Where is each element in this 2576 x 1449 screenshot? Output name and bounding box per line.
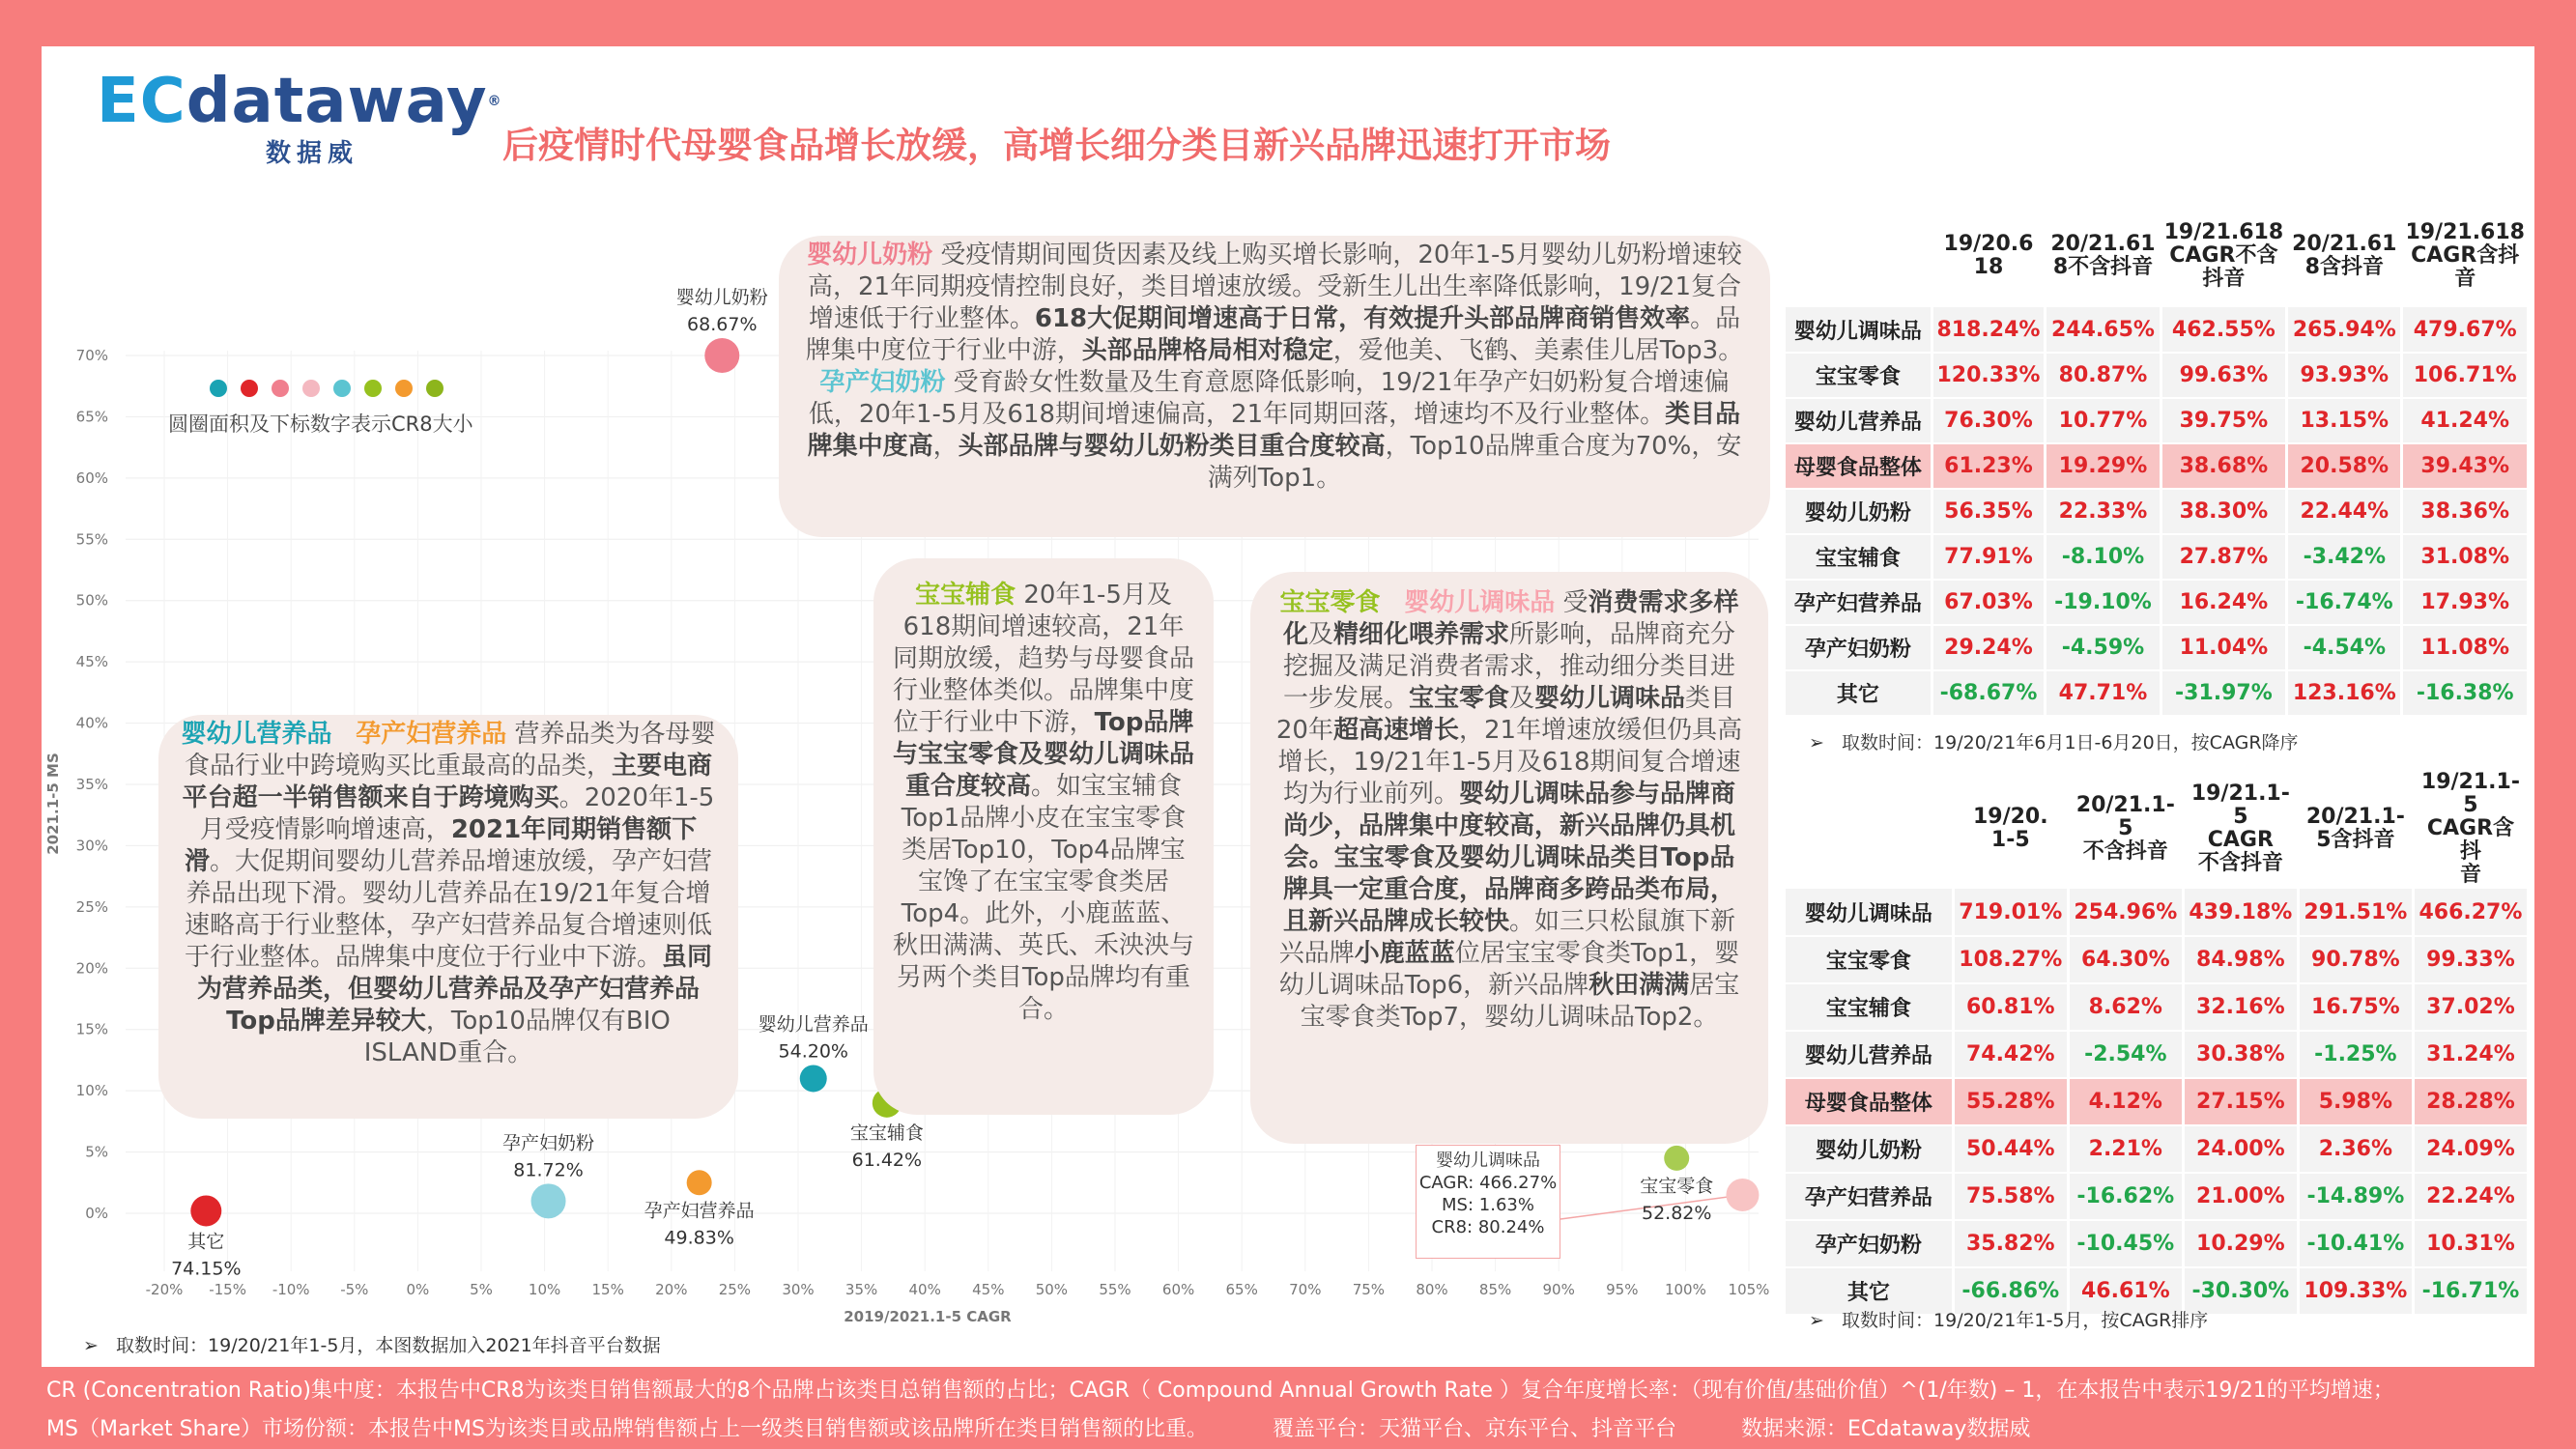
legend-dot xyxy=(302,380,320,397)
table-cell: 38.30% xyxy=(2161,489,2287,534)
table-cell: 31.08% xyxy=(2402,534,2529,580)
table-cell: 27.15% xyxy=(2183,1078,2298,1125)
table-cell: 120.33% xyxy=(1932,353,2046,398)
table-cell: 106.71% xyxy=(2402,353,2529,398)
table-row xyxy=(1786,580,2529,625)
x-tick-label: 70% xyxy=(1289,1281,1322,1298)
food-text-2: 。如宝宝辅食Top1品牌小皮在宝宝零食类居Top10，Top4品牌宝宝馋了在宝宝零食类居Top4。此外，小鹿蓝蓝、秋田满满、英氏、禾泱泱与另两个类目Top品牌均有重合。 xyxy=(893,772,1195,1024)
table-cell: -31.97% xyxy=(2161,670,2287,716)
table-row-name: 宝宝零食 xyxy=(1786,936,1953,983)
table-cell: 90.78% xyxy=(2298,936,2413,983)
footer-definitions: CR (Concentration Ratio)集中度：本报告中CR8为该类目销售额最大的8个品牌占该类目总销售额的占比；CAGR（ Compound Annual Growth Rate ）复合年度增长率：（现有价值/基础价值）^(1/年数) – 1，在本报告中表示19/21的平均增速； xyxy=(46,1378,2394,1403)
table-618 xyxy=(1786,205,2530,717)
x-tick-label: 45% xyxy=(972,1281,1005,1298)
table-cell: 80.87% xyxy=(2046,353,2161,398)
table-header-cell: 19/20.6 18 xyxy=(1932,205,2046,307)
table2-note-text: 取数时间：19/20/21年1-5月，按CAGR排序 xyxy=(1842,1310,2209,1331)
table-cell: 265.94% xyxy=(2287,307,2402,353)
table-cell: 22.33% xyxy=(2046,489,2161,534)
bubble-label-name: 孕产妇营养品 xyxy=(644,1200,755,1222)
table-cell: 2.36% xyxy=(2298,1125,2413,1173)
table-cell: -16.74% xyxy=(2287,580,2402,625)
table-cell: 16.75% xyxy=(2298,983,2413,1031)
table-row xyxy=(1786,1220,2529,1267)
y-tick-label: 55% xyxy=(75,530,108,549)
table-header-row xyxy=(1786,205,2529,307)
table-cell: 108.27% xyxy=(1953,936,2068,983)
table-cell: 13.15% xyxy=(2287,398,2402,443)
table-cell: 818.24% xyxy=(1932,307,2046,353)
table-cell: 64.30% xyxy=(2068,936,2183,983)
table-header-cell: 19/21.618 CAGR含抖 音 xyxy=(2402,205,2529,307)
table-cell: 10.31% xyxy=(2413,1220,2528,1267)
x-tick-label: 60% xyxy=(1161,1281,1195,1298)
table-cell: -14.89% xyxy=(2298,1173,2413,1220)
x-tick-label: 75% xyxy=(1352,1281,1386,1298)
y-tick-label: 45% xyxy=(75,653,108,671)
table-cell: 31.24% xyxy=(2413,1031,2528,1078)
table-cell: 39.75% xyxy=(2161,398,2287,443)
table-cell: 11.08% xyxy=(2402,625,2529,670)
table-row-name: 孕产妇营养品 xyxy=(1786,580,1932,625)
table-cell: -10.41% xyxy=(2298,1220,2413,1267)
table-row-name: 婴幼儿奶粉 xyxy=(1786,1125,1953,1173)
baby-food-heading: 宝宝辅食 xyxy=(915,581,1016,610)
table-cell: 291.51% xyxy=(2298,889,2413,936)
table-row xyxy=(1786,670,2529,716)
nutrition-bold-1: 主要电商平台超一半销售额来自于跨境购买 xyxy=(182,752,713,812)
milk-heading: 婴幼儿奶粉 xyxy=(807,241,933,270)
bubble-label-name: 婴幼儿营养品 xyxy=(758,1013,869,1036)
snack-bold-6: 小鹿蓝蓝 xyxy=(1354,939,1455,968)
table-cell: -30.30% xyxy=(2183,1267,2298,1315)
chart-note-text: 取数时间：19/20/21年1-5月，本图数据加入2021年抖音平台数据 xyxy=(116,1335,661,1356)
maternal-milk-heading: 孕产妇奶粉 xyxy=(819,368,946,397)
bubble-point xyxy=(800,1065,827,1092)
milk-text-4: 受育龄女性数量及生育意愿降低影响，19/21年孕产妇奶粉复合增速偏低，20年1-5月及618期间增速偏高，21年同期回落，增速均不及行业整体。 xyxy=(808,368,1730,429)
table-row-name: 婴幼儿营养品 xyxy=(1786,1031,1953,1078)
table-cell: 123.16% xyxy=(2287,670,2402,716)
table-cell: 17.93% xyxy=(2402,580,2529,625)
y-axis-title: 2021.1-5 MS xyxy=(44,753,62,855)
callout-cagr: CAGR: 466.27% xyxy=(1418,1173,1558,1193)
bubble-label-cr8: 54.20% xyxy=(778,1040,848,1063)
table-row xyxy=(1786,1078,2529,1125)
bubble-point xyxy=(687,1170,712,1195)
table-row-name: 孕产妇奶粉 xyxy=(1786,1220,1953,1267)
milk-text-3: ，爱他美、飞鹤、美素佳儿居Top3。 xyxy=(1332,336,1744,365)
x-tick-label: 40% xyxy=(908,1281,941,1298)
x-tick-label: 25% xyxy=(718,1281,752,1298)
table-cell: -4.54% xyxy=(2287,625,2402,670)
table-row-name: 孕产妇营养品 xyxy=(1786,1173,1953,1220)
infant-seasoning-heading: 婴幼儿调味品 xyxy=(1404,588,1556,617)
snack-text-8: 居宝宝零食类Top7，婴幼儿调味品Top2。 xyxy=(1300,971,1740,1032)
footer-ms-text: MS（Market Share）市场份额：本报告中MS为该类目或品牌销售额占上一级类目销售额或该品牌所在类目销售额的比重。 xyxy=(46,1417,1209,1441)
bubble-label-cr8: 81.72% xyxy=(513,1159,584,1181)
legend-dot xyxy=(364,380,382,397)
table-cell: 74.42% xyxy=(1953,1031,2068,1078)
table-row xyxy=(1786,307,2529,353)
bubble-label-cr8: 49.83% xyxy=(664,1227,734,1249)
table-cell: 24.09% xyxy=(2413,1125,2528,1173)
table-header-cell: 19/21.618 CAGR不含 抖音 xyxy=(2161,205,2287,307)
table-cell: 109.33% xyxy=(2298,1267,2413,1315)
table-row xyxy=(1786,1173,2529,1220)
table-cell: -4.59% xyxy=(2046,625,2161,670)
snack-analysis-box xyxy=(1250,572,1768,1144)
table-cell: -3.42% xyxy=(2287,534,2402,580)
y-tick-label: 5% xyxy=(85,1143,108,1161)
table-cell: 38.68% xyxy=(2161,443,2287,489)
table-cell: 46.61% xyxy=(2068,1267,2183,1315)
y-tick-label: 50% xyxy=(75,591,108,610)
milk-bold-2: 头部品牌格局相对稳定 xyxy=(1081,336,1333,365)
table-cell: 61.23% xyxy=(1932,443,2046,489)
y-tick-label: 60% xyxy=(75,469,108,487)
table-cell: 24.00% xyxy=(2183,1125,2298,1173)
table-cell: 67.03% xyxy=(1932,580,2046,625)
table-cell: 719.01% xyxy=(1953,889,2068,936)
snack-text-2: 所影响，品牌商充分挖掘及满足消费者需求，推动细分类目进一步发展。 xyxy=(1282,620,1736,713)
x-tick-label: 30% xyxy=(782,1281,815,1298)
snack-bold-2: 宝宝零食 xyxy=(1408,684,1509,713)
bubble-label-cr8: 52.82% xyxy=(1641,1202,1712,1224)
infant-nutrition-heading: 婴幼儿营养品 xyxy=(181,720,332,749)
x-tick-label: 15% xyxy=(591,1281,624,1298)
table-cell: 479.67% xyxy=(2402,307,2529,353)
x-tick-label: 5% xyxy=(470,1281,493,1298)
table-cell: 466.27% xyxy=(2413,889,2528,936)
table-header-row xyxy=(1786,769,2529,889)
table-row-name: 婴幼儿营养品 xyxy=(1786,398,1932,443)
table-cell: -16.71% xyxy=(2413,1267,2528,1315)
table-cell: -66.86% xyxy=(1953,1267,2068,1315)
table-cell: -16.38% xyxy=(2402,670,2529,716)
legend-dot xyxy=(333,380,351,397)
bubble-label-name: 婴幼儿奶粉 xyxy=(675,287,768,308)
x-tick-label: 80% xyxy=(1416,1281,1448,1298)
chart-note: ➢ 取数时间：19/20/21年1-5月，本图数据加入2021年抖音平台数据 xyxy=(83,1335,661,1356)
table-cell: -19.10% xyxy=(2046,580,2161,625)
table-cell: 55.28% xyxy=(1953,1078,2068,1125)
nutrition-bold-3: 虽同为营养品类，但婴幼儿营养品及孕产妇营养品Top品牌差异较大 xyxy=(196,943,713,1036)
bubble-label-cr8: 61.42% xyxy=(851,1149,923,1171)
x-tick-label: 55% xyxy=(1099,1281,1131,1298)
table-cell: 99.63% xyxy=(2161,353,2287,398)
bubble-point xyxy=(704,338,739,373)
table-header-cell: 20/21.1- 5含抖音 xyxy=(2298,769,2413,889)
table-header-cell: 19/21.1-5 CAGR 不含抖音 xyxy=(2183,769,2298,889)
bubble-label-cr8: 74.15% xyxy=(171,1258,242,1280)
milk-bold-1: 618大促期间增速高于日常，有效提升头部品牌商销售效率 xyxy=(1034,304,1691,333)
x-tick-label: 10% xyxy=(528,1281,561,1298)
snack-text-3: 及 xyxy=(1508,684,1534,713)
y-tick-label: 70% xyxy=(75,347,108,364)
x-tick-label: 35% xyxy=(844,1281,878,1298)
ecdataway-logo: ECdataway® 数据威 xyxy=(97,66,502,168)
x-tick-label: 105% xyxy=(1728,1281,1770,1298)
table-cell: 5.98% xyxy=(2298,1078,2413,1125)
table-row-name: 其它 xyxy=(1786,670,1932,716)
table-cell: 462.55% xyxy=(2161,307,2287,353)
table-row-name: 孕产妇奶粉 xyxy=(1786,625,1932,670)
footer-platforms: 覆盖平台：天猫平台、京东平台、抖音平台 xyxy=(1273,1417,1677,1441)
footer-source: 数据来源：ECdataway数据威 xyxy=(1741,1417,2031,1441)
callout-cr8: CR8: 80.24% xyxy=(1431,1217,1545,1237)
table-cell: 4.12% xyxy=(2068,1078,2183,1125)
table-cell: 11.04% xyxy=(2161,625,2287,670)
table-row xyxy=(1786,353,2529,398)
x-tick-label: -5% xyxy=(340,1281,369,1298)
snack-text-7: 位居宝宝零食类Top1，婴幼儿调味品Top6，新兴品牌 xyxy=(1278,939,1740,1000)
table-header-cell: 20/21.1-5 不含抖音 xyxy=(2068,769,2183,889)
table-cell: 35.82% xyxy=(1953,1220,2068,1267)
legend-dot xyxy=(241,380,258,397)
bubble-label-name: 孕产妇奶粉 xyxy=(502,1132,595,1154)
table-cell: 16.24% xyxy=(2161,580,2287,625)
table-cell: 244.65% xyxy=(2046,307,2161,353)
table-cell: 99.33% xyxy=(2413,936,2528,983)
x-tick-label: 85% xyxy=(1478,1281,1512,1298)
snack-bold-4: 超高速增长 xyxy=(1332,716,1459,745)
table-header-cell xyxy=(1786,769,1953,889)
table-cell: 22.24% xyxy=(2413,1173,2528,1220)
table-row-name: 婴幼儿调味品 xyxy=(1786,889,1953,936)
y-tick-label: 20% xyxy=(75,959,108,978)
table-cell: 47.71% xyxy=(2046,670,2161,716)
table-jan-may xyxy=(1786,769,2530,1316)
legend-dot xyxy=(395,380,413,397)
table-row-name: 宝宝辅食 xyxy=(1786,534,1932,580)
milk-bold-4: 头部品牌与婴幼儿奶粉类目重合度较高 xyxy=(958,432,1386,461)
table-cell: 22.44% xyxy=(2287,489,2402,534)
nutrition-analysis-box xyxy=(158,715,738,1119)
table-row-name: 其它 xyxy=(1786,1267,1953,1315)
table-cell: 8.62% xyxy=(2068,983,2183,1031)
table-cell: -10.45% xyxy=(2068,1220,2183,1267)
table-cell: 10.29% xyxy=(2183,1220,2298,1267)
table-cell: 28.28% xyxy=(2413,1078,2528,1125)
milk-text-6: ，Top10品牌重合度为70%，安满列Top1。 xyxy=(1207,432,1742,493)
bubble-point xyxy=(190,1195,221,1226)
table-row xyxy=(1786,534,2529,580)
snack-bold-0: 消费需求多样化 xyxy=(1282,588,1739,649)
table-row-name: 宝宝零食 xyxy=(1786,353,1932,398)
table2-note: ➢ 取数时间：19/20/21年1-5月，按CAGR排序 xyxy=(1809,1310,2209,1331)
y-tick-label: 65% xyxy=(75,408,108,426)
x-tick-label: -20% xyxy=(145,1281,184,1298)
table-cell: 41.24% xyxy=(2402,398,2529,443)
nutrition-text-2: 。2020年1-5月受疫情影响增速高， xyxy=(199,783,715,844)
table-header-cell: 20/21.61 8不含抖音 xyxy=(2046,205,2161,307)
x-tick-label: 90% xyxy=(1542,1281,1575,1298)
table-cell: 60.81% xyxy=(1953,983,2068,1031)
milk-text-5: ， xyxy=(932,432,959,461)
snack-bold-3: 婴幼儿调味品 xyxy=(1534,684,1686,713)
table-cell: 27.87% xyxy=(2161,534,2287,580)
table-row xyxy=(1786,489,2529,534)
milk-text-2: 。品牌集中度位于行业中游， xyxy=(805,304,1741,365)
x-tick-label: 20% xyxy=(655,1281,688,1298)
x-tick-label: 95% xyxy=(1606,1281,1639,1298)
y-tick-label: 15% xyxy=(75,1020,108,1038)
table-cell: -68.67% xyxy=(1932,670,2046,716)
x-tick-label: 50% xyxy=(1035,1281,1069,1298)
bubble-label-name: 宝宝零食 xyxy=(1640,1175,1714,1197)
nutrition-text-1: 营养品类为各母婴食品行业中跨境购买比重最高的品类， xyxy=(184,720,716,781)
table-cell: 75.58% xyxy=(1953,1173,2068,1220)
milk-text-1: 受疫情期间囤货因素及线上购买增长影响，20年1-5月婴幼儿奶粉增速较高，21年同期疫情控制良好，类目增速放缓。受新生儿出生率降低影响，19/21复合增速低于行业整体。 xyxy=(807,241,1742,333)
table-row xyxy=(1786,1125,2529,1173)
table-row xyxy=(1786,443,2529,489)
table-cell: 30.38% xyxy=(2183,1031,2298,1078)
table-row-name: 母婴食品整体 xyxy=(1786,1078,1953,1125)
food-text-1: 20年1-5月及618期间增速较高，21年同期放缓，趋势与母婴食品行业整体类似。品牌集中度位于行业中下游， xyxy=(893,581,1195,737)
table-cell: -1.25% xyxy=(2298,1031,2413,1078)
y-tick-label: 30% xyxy=(75,837,108,855)
table-cell: 93.93% xyxy=(2287,353,2402,398)
nutrition-text-4: ，Top10品牌仅有BIO ISLAND重合。 xyxy=(363,1007,671,1067)
table-cell: 19.29% xyxy=(2046,443,2161,489)
y-tick-label: 35% xyxy=(75,776,108,793)
table-cell: 21.00% xyxy=(2183,1173,2298,1220)
snack-text-0: 受 xyxy=(1562,588,1589,617)
y-tick-label: 40% xyxy=(75,714,108,732)
table-cell: 29.24% xyxy=(1932,625,2046,670)
table-cell: 56.35% xyxy=(1932,489,2046,534)
table-cell: 439.18% xyxy=(2183,889,2298,936)
bubble-label-name: 其它 xyxy=(187,1231,225,1253)
table1-note: ➢ 取数时间：19/20/21年6月1日-6月20日，按CAGR降序 xyxy=(1809,732,2299,753)
x-tick-label: -10% xyxy=(272,1281,310,1298)
table-row-name: 母婴食品整体 xyxy=(1786,443,1932,489)
table-cell: -16.62% xyxy=(2068,1173,2183,1220)
table-cell: 50.44% xyxy=(1953,1125,2068,1173)
x-tick-label: -15% xyxy=(209,1281,246,1298)
callout-ms: MS: 1.63% xyxy=(1442,1195,1534,1215)
snack-bold-7: 秋田满满 xyxy=(1589,971,1690,1000)
snack-text-6: 。如三只松鼠旗下新兴品牌 xyxy=(1278,907,1736,968)
table-header-cell: 20/21.61 8含抖音 xyxy=(2287,205,2402,307)
y-tick-label: 10% xyxy=(75,1082,108,1100)
logo-chinese: 数据威 xyxy=(266,139,359,168)
x-axis-title: 2019/2021.1-5 CAGR xyxy=(844,1308,1012,1325)
table-cell: 84.98% xyxy=(2183,936,2298,983)
y-tick-label: 25% xyxy=(75,897,108,916)
table-row-name: 婴幼儿奶粉 xyxy=(1786,489,1932,534)
legend-dot xyxy=(210,380,227,397)
footer-ms-definition xyxy=(46,1412,2030,1442)
table-row xyxy=(1786,983,2529,1031)
legend-dot xyxy=(426,380,444,397)
logo-dataway: dataway xyxy=(186,66,488,137)
food-analysis-box xyxy=(873,558,1214,1115)
bubble-point xyxy=(531,1183,566,1218)
milk-analysis-box xyxy=(779,236,1770,537)
nutrition-text-3: 。大促期间婴幼儿营养品增速放缓，孕产妇营养品出现下滑。婴幼儿营养品在19/21年复合增速略高于行业整体，孕产妇营养品复合增速则低于行业整体。品牌集中度位于行业中下游。 xyxy=(184,847,713,972)
table-cell: 2.21% xyxy=(2068,1125,2183,1173)
table-row xyxy=(1786,1031,2529,1078)
table-row-name: 宝宝辅食 xyxy=(1786,983,1953,1031)
table-header-cell: 19/20. 1-5 xyxy=(1953,769,2068,889)
table-cell: 39.43% xyxy=(2402,443,2529,489)
table-row xyxy=(1786,936,2529,983)
bubble-point xyxy=(1726,1179,1759,1211)
legend-text: 圆圈面积及下标数字表示CR8大小 xyxy=(168,412,473,436)
logo-ec: EC xyxy=(97,66,186,137)
table-cell: 254.96% xyxy=(2068,889,2183,936)
table-cell: 37.02% xyxy=(2413,983,2528,1031)
table-row xyxy=(1786,889,2529,936)
nutrition-bold-2: 2021年同期销售额下滑 xyxy=(184,815,698,876)
snack-bold-1: 精细化喂养需求 xyxy=(1333,620,1510,649)
table-header-cell xyxy=(1786,205,1932,307)
table-row xyxy=(1786,398,2529,443)
table-cell: 38.36% xyxy=(2402,489,2529,534)
maternal-nutrition-heading: 孕产妇营养品 xyxy=(356,720,507,749)
milk-bold-3: 类目品牌集中度高 xyxy=(807,400,1741,461)
table-cell: 20.58% xyxy=(2287,443,2402,489)
table-cell: 76.30% xyxy=(1932,398,2046,443)
bubble-label-name: 宝宝辅食 xyxy=(849,1122,924,1144)
legend-dot xyxy=(272,380,289,397)
x-tick-label: 100% xyxy=(1664,1281,1706,1298)
bubble-label-cr8: 68.67% xyxy=(687,314,758,335)
table-cell: 32.16% xyxy=(2183,983,2298,1031)
table-cell: 77.91% xyxy=(1932,534,2046,580)
table-row xyxy=(1786,625,2529,670)
page-title: 后疫情时代母婴食品增长放缓，高增长细分类目新兴品牌迅速打开市场 xyxy=(502,125,1611,166)
table-cell: -8.10% xyxy=(2046,534,2161,580)
table-header-cell: 19/21.1-5 CAGR含抖 音 xyxy=(2413,769,2528,889)
callout-name: 婴幼儿调味品 xyxy=(1436,1151,1540,1171)
table-cell: 10.77% xyxy=(2046,398,2161,443)
table-row-name: 婴幼儿调味品 xyxy=(1786,307,1932,353)
snack-text-5: ，21年增速放缓但仍具高增长，19/21年1-5月及618期间复合增速均为行业前列。 xyxy=(1277,716,1743,809)
x-tick-label: 0% xyxy=(406,1281,430,1298)
snack-text-1: 及 xyxy=(1307,620,1333,649)
snack-bold-5: 婴幼儿调味品参与品牌商尚少，品牌集中度较高，新兴品牌仍具机会。宝宝零食及婴幼儿调味品类目Top品牌具一定重合度，品牌商多跨品类布局，且新兴品牌成长较快 xyxy=(1282,780,1736,936)
y-tick-label: 0% xyxy=(85,1205,108,1222)
baby-snack-heading: 宝宝零食 xyxy=(1279,588,1381,617)
seasoning-callout xyxy=(1416,1145,1560,1259)
food-bold-1: Top品牌与宝宝零食及婴幼儿调味品重合度较高 xyxy=(893,708,1195,801)
x-tick-label: 65% xyxy=(1225,1281,1258,1298)
table1-note-text: 取数时间：19/20/21年6月1日-6月20日，按CAGR降序 xyxy=(1842,732,2299,753)
table-cell: -2.54% xyxy=(2068,1031,2183,1078)
snack-text-4: 类目20年 xyxy=(1275,684,1736,745)
bubble-point xyxy=(1664,1146,1689,1171)
